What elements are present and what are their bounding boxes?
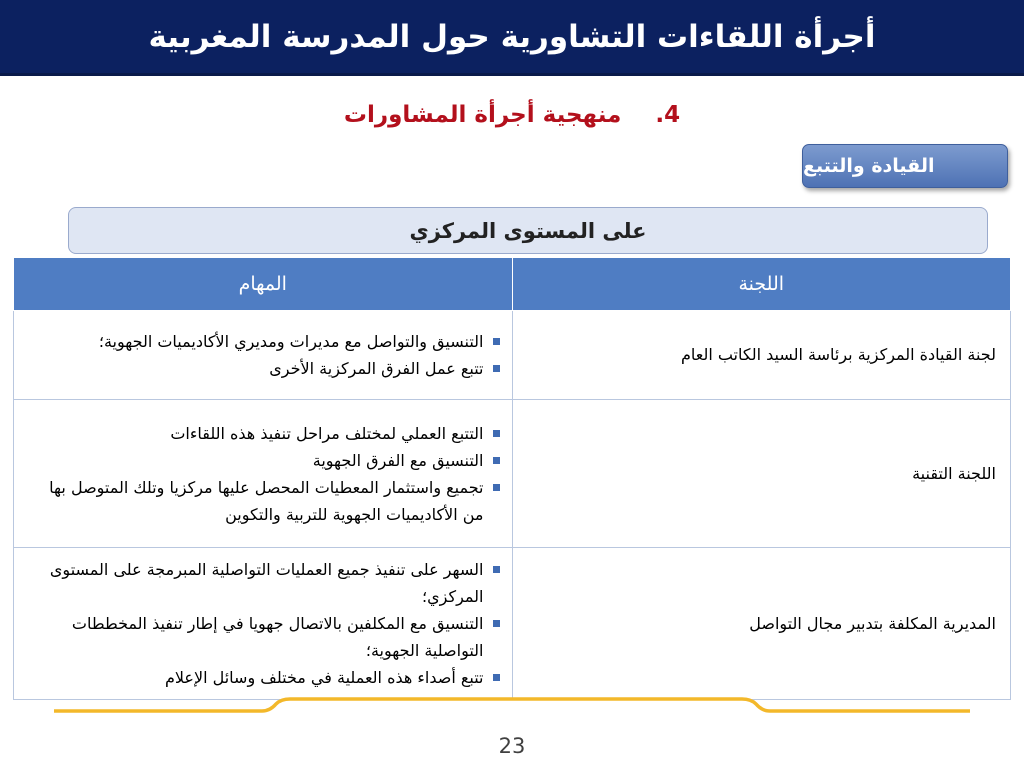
badge-label: القيادة والتتبع <box>803 155 935 177</box>
section-title: منهجية أجرأة المشاورات <box>343 102 622 128</box>
task-list <box>26 328 500 382</box>
square-bullet-icon <box>493 365 500 372</box>
square-bullet-icon <box>493 620 500 627</box>
level-label: على المستوى المركزي <box>409 218 647 243</box>
task-item <box>26 610 500 664</box>
square-bullet-icon <box>493 338 500 345</box>
table-row <box>14 548 1011 700</box>
task-list <box>26 420 500 528</box>
task-item <box>26 328 500 355</box>
task-text: التنسيق مع المكلفين بالاتصال جهويا في إطار تنفيذ المخططات التواصلية الجهوية؛ <box>71 614 484 660</box>
tasks-cell <box>14 400 513 548</box>
table-row <box>14 400 1011 548</box>
task-text: تجميع واستثمار المعطيات المحصل عليها مركزيا وتلك المتوصل بها من الأكاديميات الجهوية للتربية والتكوين <box>49 477 484 524</box>
task-text: تتبع عمل الفرق المركزية الأخرى <box>269 359 484 378</box>
task-text: التنسيق والتواصل مع مديرات ومديري الأكاديميات الجهوية؛ <box>98 332 484 351</box>
committee-cell: لجنة القيادة المركزية برئاسة السيد الكاتب العام <box>512 311 1011 400</box>
decorative-footer-line <box>0 694 1024 724</box>
slide-title: أجرأة اللقاءات التشاورية حول المدرسة المغربية <box>148 18 876 55</box>
committees-table <box>13 257 1011 700</box>
header-tasks: المهام <box>14 258 513 311</box>
level-banner <box>68 207 988 254</box>
tasks-cell <box>14 311 513 400</box>
task-item <box>26 556 500 610</box>
table-row <box>14 311 1011 400</box>
task-item <box>26 447 500 474</box>
task-text: تتبع أصداء هذه العملية في مختلف وسائل الإعلام <box>164 668 484 687</box>
square-bullet-icon <box>493 566 500 573</box>
footer-line-path <box>54 699 970 711</box>
task-list <box>26 556 500 691</box>
committee-cell: المديرية المكلفة بتدبير مجال التواصل <box>512 548 1011 700</box>
table-header-row <box>14 258 1011 311</box>
task-text: التنسيق مع الفرق الجهوية <box>312 450 484 470</box>
square-bullet-icon <box>493 674 500 681</box>
section-heading <box>0 95 1024 135</box>
title-bar <box>0 0 1024 76</box>
task-text: السهر على تنفيذ جميع العمليات التواصلية المبرمجة على المستوى المركزي؛ <box>49 560 484 606</box>
task-item <box>26 355 500 382</box>
header-committee: اللجنة <box>512 258 1011 311</box>
committee-cell: اللجنة التقنية <box>512 400 1011 548</box>
task-item <box>26 664 500 691</box>
section-number: 4. <box>655 102 681 128</box>
page-number: 23 <box>498 734 526 758</box>
tasks-cell <box>14 548 513 700</box>
task-text: التتبع العملي لمختلف مراحل تنفيذ هذه اللقاءات <box>170 423 484 443</box>
leadership-badge <box>802 144 1008 188</box>
task-item <box>26 420 500 447</box>
square-bullet-icon <box>493 430 500 437</box>
square-bullet-icon <box>493 484 500 491</box>
square-bullet-icon <box>493 457 500 464</box>
task-item <box>26 474 500 528</box>
